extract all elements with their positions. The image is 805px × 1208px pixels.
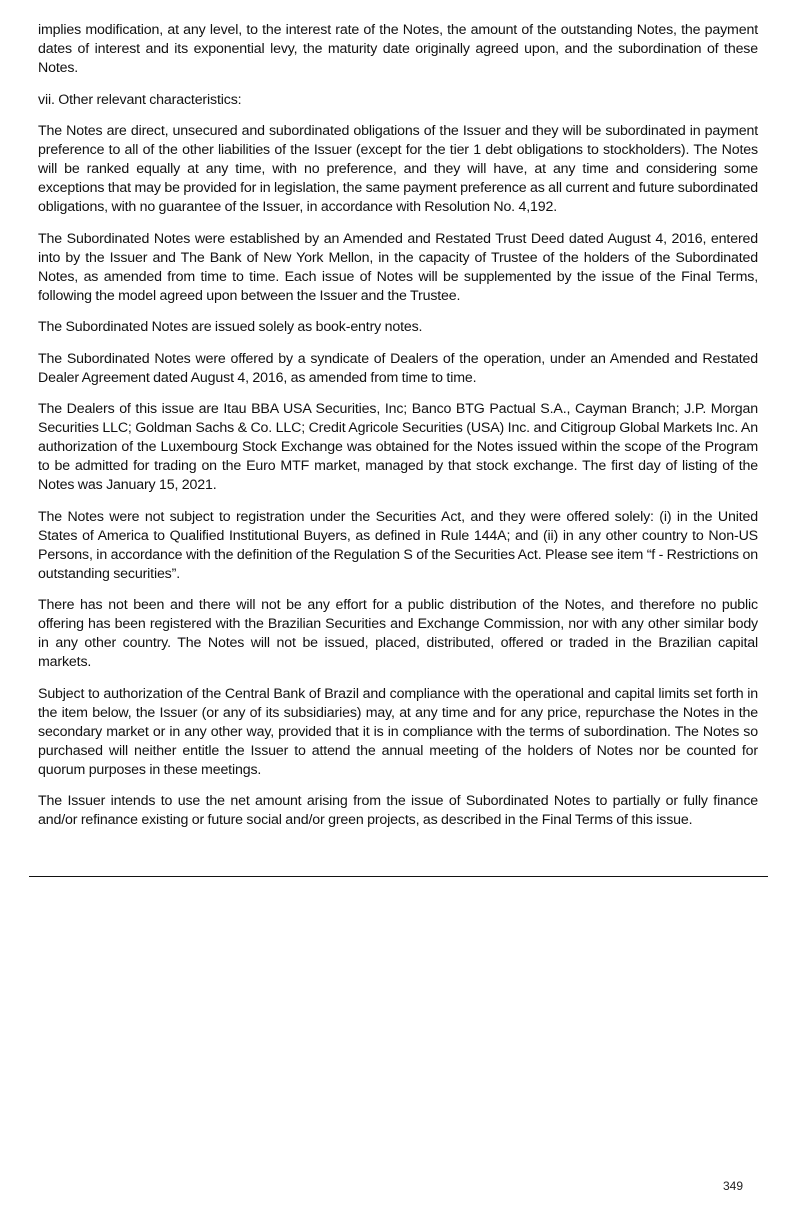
- paragraph-dealer-agreement: The Subordinated Notes were offered by a syndicate of Dealers of the operation, under an Amended and Restated Dealer Agreement dated August 4, 2016, as amended from time to time.: [38, 350, 758, 386]
- paragraph-notes-obligations: The Notes are direct, unsecured and subordinated obligations of the Issuer and they will be subordinated in payment preference to all of the other liabilities of the Issuer (except for the tier 1 debt obligations to stockholders). The Notes will be ranked equally at any time, with no preference, and they will have, at any time and considering some exceptions that may be provided for in legislation, the same payment preference as all current and future subordinated obligations, with no guarantee of the Issuer, in accordance with Resolution No. 4,192.: [38, 123, 758, 215]
- paragraph-book-entry: The Subordinated Notes are issued solely as book-entry notes.: [38, 319, 423, 335]
- paragraph-dealers-listing: The Dealers of this issue are Itau BBA USA Securities, Inc; Banco BTG Pactual S.A., Cayman Branch; J.P. Morgan Securities LLC; Goldman Sachs & Co. LLC; Credit Agricole Securities (USA) Inc. and Citigroup Global Markets Inc. An authorization of the Luxembourg Stock Exchange was obtained for the Notes issued within the scope of the Program to be admitted for trading on the Euro MTF market, managed by that stock exchange. The first day of listing of the Notes was January 15, 2021.: [38, 401, 758, 493]
- paragraph-securities-act: The Notes were not subject to registration under the Securities Act, and they were offered solely: (i) in the United States of America to Qualified Institutional Buyers, as defined in Rule 144A; and (ii) in any other country to Non-US Persons, in accordance with the definition of the Regulation S of the Securities Act. Please see item “f - Restrictions on outstanding securities”.: [38, 508, 758, 582]
- document-body: [38, 21, 758, 843]
- section-heading-other-characteristics: vii. Other relevant characteristics:: [38, 91, 242, 108]
- paragraph-continuation-modification: implies modification, at any level, to the interest rate of the Notes, the amount of the outstanding Notes, the payment dates of interest and its exponential levy, the maturity date originally agreed upon, and the subordination of these Notes.: [38, 22, 758, 76]
- paragraph-use-of-proceeds: The Issuer intends to use the net amount arising from the issue of Subordinated Notes to partially or fully finance and/or refinance existing or future social and/or green projects, as described in the Final Terms of this issue.: [38, 793, 758, 828]
- paragraph-public-distribution: There has not been and there will not be any effort for a public distribution of the Notes, and therefore no public offering has been registered with the Brazilian Securities and Exchange Commission, nor with any other similar body in any other country. The Notes will not be issued, placed, distributed, offered or traded in the Brazilian capital markets.: [38, 597, 758, 670]
- paragraph-repurchase: Subject to authorization of the Central Bank of Brazil and compliance with the operational and capital limits set forth in the item below, the Issuer (or any of its subsidiaries) may, at any time and for any price, repurchase the Notes in the secondary market or in any other way, provided that it is in compliance with the terms of subordination. The Notes so purchased will neither entitle the Issuer to attend the annual meeting of the holders of Notes nor be counted for quorum purposes in these meetings.: [38, 685, 758, 778]
- paragraph-trust-deed: The Subordinated Notes were established by an Amended and Restated Trust Deed dated August 4, 2016, entered into by the Issuer and The Bank of New York Mellon, in the capacity of Trustee of the holders of the Subordinated Notes, as amended from time to time. Each issue of Notes will be supplemented by the issue of the Final Terms, following the model agreed upon between the Issuer and the Trustee.: [38, 230, 758, 304]
- page-number: 349: [723, 1179, 744, 1193]
- section-divider: [29, 876, 768, 877]
